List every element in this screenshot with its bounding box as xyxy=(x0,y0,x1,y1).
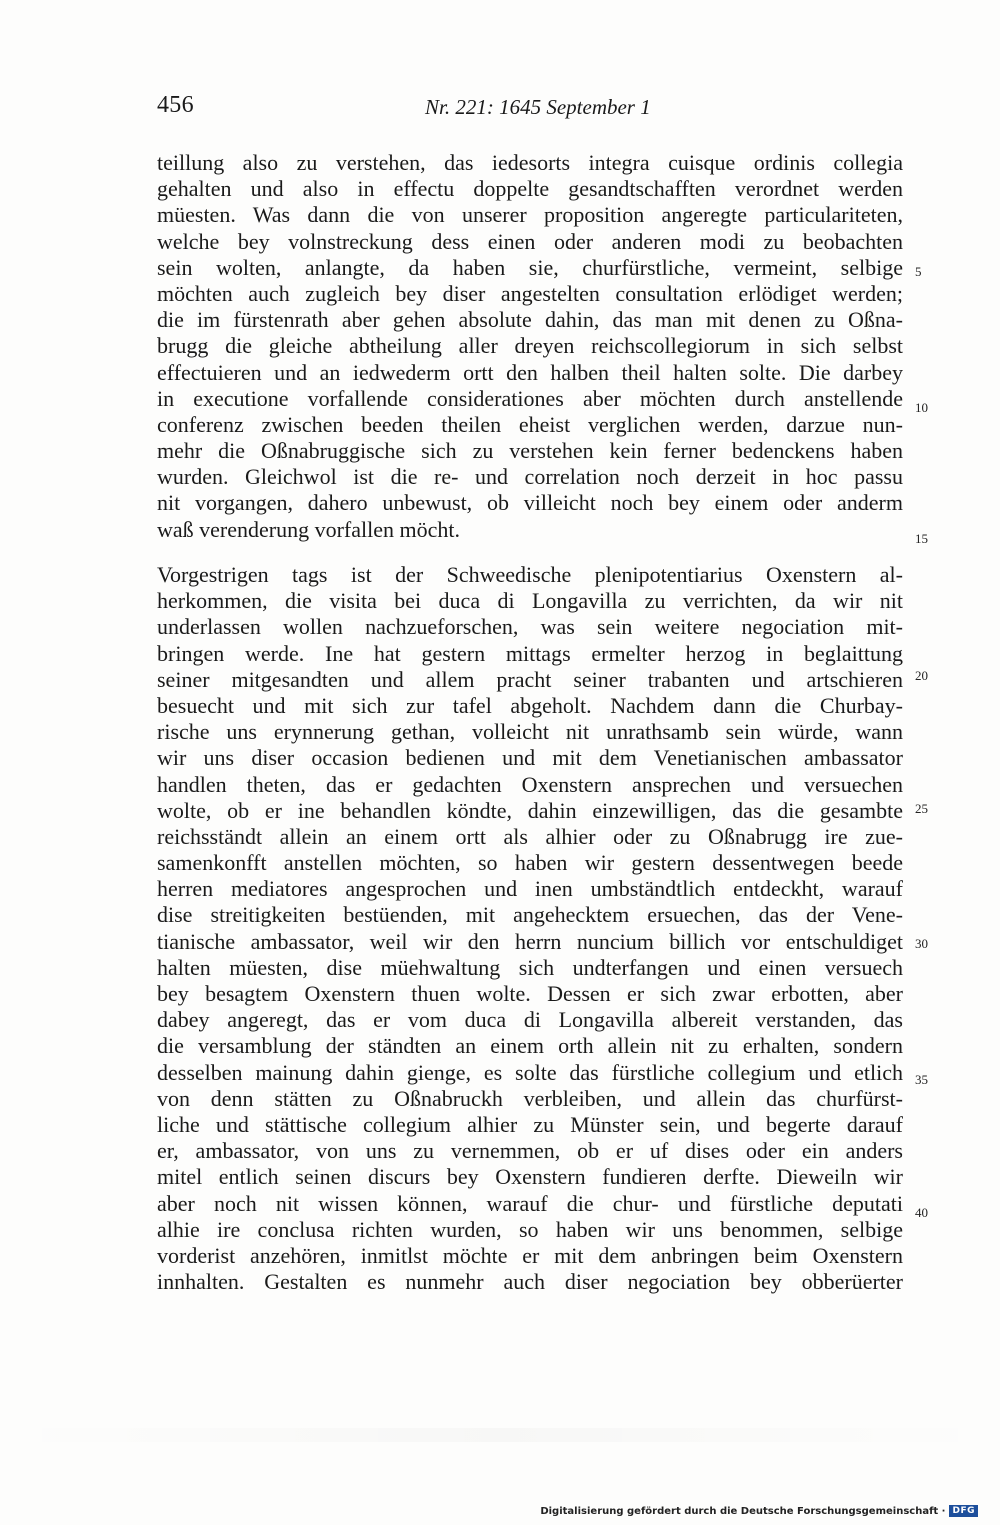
text-line: innhalten. Gestalten es nunmehr auch diser negociation bey obberüerter xyxy=(157,1269,903,1295)
page-number: 456 xyxy=(157,92,194,118)
text-line: wurden. Gleichwol ist die re- und correlation noch derzeit in hoc passu xyxy=(157,464,903,490)
footer-text: Digitalisierung gefördert durch die Deutsche Forschungsgemeinschaft · xyxy=(540,1505,946,1517)
scan-artifact xyxy=(0,1428,1000,1442)
line-number: 10 xyxy=(915,400,928,415)
text-line: teillung also zu verstehen, das iedesorts integra cuisque ordinis collegia xyxy=(157,150,903,175)
text-line: mitel entlich seinen discurs bey Oxenstern fundieren derfte. Dieweiln wir xyxy=(157,1164,903,1190)
text-line: nit vorgangen, dahero unbewust, ob villeicht noch bey einem oder anderm xyxy=(157,490,903,516)
text-line: underlassen wollen nachzueforschen, was sein weitere negociation mit- xyxy=(157,614,903,640)
text-line: waß verenderung vorfallen möcht. xyxy=(157,516,460,542)
text-line: halten müesten, dise müehwaltung sich undterfangen und einen versuech xyxy=(157,954,903,980)
text-line: samenkonfft anstellen möchten, so haben wir gestern dessentwegen beede xyxy=(157,850,903,876)
text-line: wir uns diser occasion bedienen und mit dem Venetianischen ambassator xyxy=(157,745,903,771)
text-line: die versamblung der ständten an einem orth allein nit zu erhalten, sondern xyxy=(157,1033,903,1059)
text-line: liche und stättische collegium alhier zu Münster sein, und begerte darauf xyxy=(157,1111,903,1137)
text-line: wolte, ob er ine behandlen köndte, dahin einzewilligen, das die gesambte xyxy=(157,797,903,823)
text-line: desselben mainung dahin gienge, es solte das fürstliche collegium und etlich xyxy=(157,1059,903,1085)
text-line: die im fürstenrath aber gehen absolute dahin, das man mit denen zu Oßna- xyxy=(157,307,903,333)
text-line: in executione vorfallende considerationes aber möchten durch anstellende xyxy=(157,385,903,411)
text-line: müesten. Was dann die von unserer proposition angeregte particulariteten, xyxy=(157,202,903,228)
line-number: 5 xyxy=(915,264,922,279)
text-line: welche bey volnstreckung dess einen oder anderen modi zu beobachten xyxy=(157,228,903,254)
text-line: tianische ambassator, weil wir den herrn nuncium billich vor entschuldiget xyxy=(157,928,903,954)
paragraph-2 xyxy=(157,562,903,1295)
text-line: rische uns erynnerung gethan, volleicht nit unrathsamb sein würde, wann xyxy=(157,719,903,745)
footer-credit xyxy=(540,1503,978,1519)
text-line: aber noch nit wissen können, warauf die chur- und fürstliche deputati xyxy=(157,1190,903,1216)
text-line: möchten auch zugleich bey diser angestelten consultation erlödiget werden; xyxy=(157,280,903,306)
text-line: er, ambassator, von uns zu vernemmen, ob er uf dises oder ein anders xyxy=(157,1138,903,1164)
line-number: 25 xyxy=(915,801,928,816)
line-number: 20 xyxy=(915,668,928,683)
text-line: von denn stätten zu Oßnabruckh verbleiben, und allein das churfürst- xyxy=(157,1085,903,1111)
text-line: alhie ire conclusa richten wurden, so haben wir uns benommen, selbige xyxy=(157,1216,903,1242)
text-line: conferenz zwischen beeden theilen eheist verglichen werden, darzue nun- xyxy=(157,411,903,437)
text-line: herkommen, die visita bei duca di Longavilla zu verrichten, da wir nit xyxy=(157,588,903,614)
text-line: gehalten und also in effectu doppelte gesandtschafften verordnet werden xyxy=(157,176,903,202)
text-line: herren mediatores angesprochen und inen umbständtlich entdeckht, warauf xyxy=(157,876,903,902)
text-line: effectuieren und an iedwederm ortt den halben theil halten solte. Die darbey xyxy=(157,359,903,385)
text-line: reichsständt allein an einem ortt als alhier oder zu Oßnabrugg ire zue- xyxy=(157,823,903,849)
text-line: bringen werde. Ine hat gestern mittags ermelter herzog in beglaittung xyxy=(157,640,903,666)
line-number: 30 xyxy=(915,936,928,951)
line-number: 35 xyxy=(915,1072,928,1087)
text-line: bey besagtem Oxenstern thuen wolte. Dessen er sich zwar erbotten, aber xyxy=(157,981,903,1006)
text-line: sein wolten, anlangte, da haben sie, churfürstliche, vermeint, selbige xyxy=(157,254,903,280)
text-line: dise streitigkeiten bestüenden, mit angehecktem ersuechen, das der Vene- xyxy=(157,902,903,928)
line-number: 15 xyxy=(915,531,928,546)
text-line: brugg die gleiche abtheilung aller dreyen reichscollegiorum in sich selbst xyxy=(157,333,903,359)
line-number: 40 xyxy=(915,1205,928,1220)
text-line: dabey angeregt, das er vom duca di Longavilla albereit verstanden, das xyxy=(157,1007,903,1033)
text-line: Vorgestrigen tags ist der Schweedische plenipotentiarius Oxenstern al- xyxy=(157,562,903,587)
text-line: besuecht und mit sich zur tafel abgeholt. Nachdem dann die Churbay- xyxy=(157,692,903,718)
text-line: mehr die Oßnabruggische sich zu verstehen kein ferner bedenckens haben xyxy=(157,438,903,464)
text-line: seiner mitgesandten und allem pracht seiner trabanten und artschieren xyxy=(157,666,903,692)
paragraph-1 xyxy=(157,150,903,543)
dfg-logo-icon: DFG xyxy=(949,1505,978,1517)
text-line: handlen theten, das er gedachten Oxenstern ansprechen und versuechen xyxy=(157,771,903,797)
text-line: vorderist anzehören, inmitlst möchte er mit dem anbringen beim Oxenstern xyxy=(157,1242,903,1268)
running-head: Nr. 221: 1645 September 1 xyxy=(425,95,651,119)
